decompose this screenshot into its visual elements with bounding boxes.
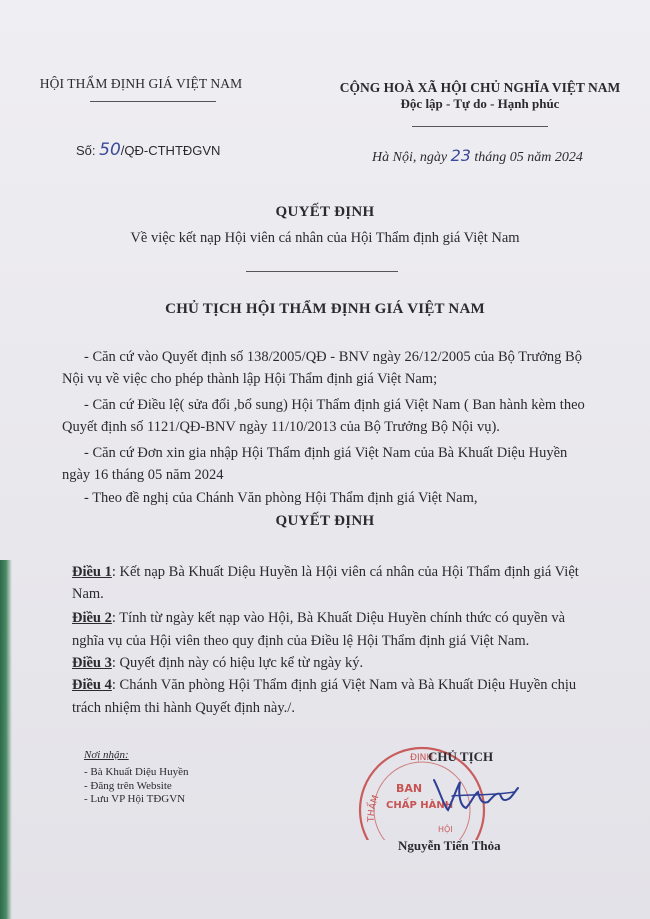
article-4-label: Điều 4 [72,677,112,693]
svg-text:THẨM [365,794,382,823]
article-2-label: Điều 2 [72,610,112,626]
article-4-text: : Chánh Văn phòng Hội Thẩm định giá Việt Nam và Bà Khuất Diệu Huyền chịu [111,677,577,693]
place-prefix: Hà Nội, ngày [372,150,448,165]
preamble-1-line-1: - Căn cứ vào Quyết định số 138/2005/QĐ - BNV ngày 26/12/2005 của Bộ Trưởng Bộ [84,349,582,365]
article-3-line-1 [72,655,363,672]
recipient-item: - Đăng trên Website [84,780,172,792]
article-3-text: : Quyết định này có hiệu lực kể từ ngày ký. [111,655,364,671]
article-4-line-2: trách nhiệm thi hành Quyết định này./. [72,700,295,716]
number-suffix: /QĐ-CTHTĐGVN [120,143,221,158]
decision-heading: QUYẾT ĐỊNH [275,513,375,529]
recipients-title: Nơi nhận: [84,749,129,761]
divider-left [90,101,216,102]
preamble-1-line-2: Nội vụ về việc cho phép thành lập Hội Thẩm định giá Việt Nam; [62,371,438,387]
seal-text-bottom: HỘI [438,825,453,834]
document-number [76,140,220,160]
number-label: Số: [76,143,96,158]
article-1-label: Điều 1 [72,564,112,580]
article-3-label: Điều 3 [72,655,112,671]
article-2-text: : Tính từ ngày kết nạp vào Hội, Bà Khuất Diệu Huyền chính thức có quyền và [111,610,566,626]
handwritten-signature [430,772,520,818]
decision-title: QUYẾT ĐỊNH [275,204,375,220]
signer-name: Nguyễn Tiến Thỏa [398,838,501,853]
place-date [372,146,583,166]
seal-text-mid2: CHẤP HÀNH [386,800,454,811]
article-1-line-1 [72,564,579,581]
article-2-line-2: nghĩa vụ của Hội viên theo quy định của Điều lệ Hội Thẩm định giá Việt Nam. [72,633,530,649]
preamble-4-line-1: - Theo đề nghị của Chánh Văn phòng Hội Thẩm định giá Việt Nam, [84,490,478,506]
authority-title: CHỦ TỊCH HỘI THẨM ĐỊNH GIÁ VIỆT NAM [165,301,485,317]
place-suffix: tháng 05 năm 2024 [474,150,583,165]
article-1-text: : Kết nạp Bà Khuất Diệu Huyền là Hội viên cá nhân của Hội Thẩm định giá Việt [111,564,579,580]
national-motto: Độc lập - Tự do - Hạnh phúc [400,96,560,111]
seal-text-mid1: BAN [396,782,423,795]
article-4-line-1 [72,677,576,694]
day-handwritten: 23 [450,146,471,165]
number-handwritten: 50 [99,140,121,160]
preamble-2-line-1: - Căn cứ Điều lệ( sửa đổi ,bổ sung) Hội Thẩm định giá Việt Nam ( Ban hành kèm theo [84,397,585,413]
seal-text-top: ĐỊNH [410,753,434,763]
republic-title: CỘNG HOÀ XÃ HỘI CHỦ NGHĨA VIỆT NAM [339,80,621,95]
divider-right [412,126,548,127]
divider-middle [246,271,398,272]
recipient-item: - Lưu VP Hội TĐGVN [84,793,186,805]
article-2-line-1 [72,610,565,627]
seal-text-left: THẨM [366,794,382,823]
desk-edge [0,560,12,919]
recipient-item: - Bà Khuất Diệu Huyền [84,766,189,778]
preamble-3-line-2: ngày 16 tháng 05 năm 2024 [62,467,224,483]
org-name: HỘI THẨM ĐỊNH GIÁ VIỆT NAM [39,76,243,91]
preamble-3-line-1: - Căn cứ Đơn xin gia nhập Hội Thẩm định giá Việt Nam của Bà Khuất Diệu Huyền [84,445,568,461]
decision-subtitle: Về việc kết nạp Hội viên cá nhân của Hội Thẩm định giá Việt Nam [130,230,520,246]
signer-title: CHỦ TỊCH [428,749,494,764]
article-1-line-2: Nam. [72,586,104,602]
preamble-2-line-2: Quyết định số 1121/QĐ-BNV ngày 11/10/2013 của Bộ Trưởng Bộ Nội vụ). [62,419,500,435]
